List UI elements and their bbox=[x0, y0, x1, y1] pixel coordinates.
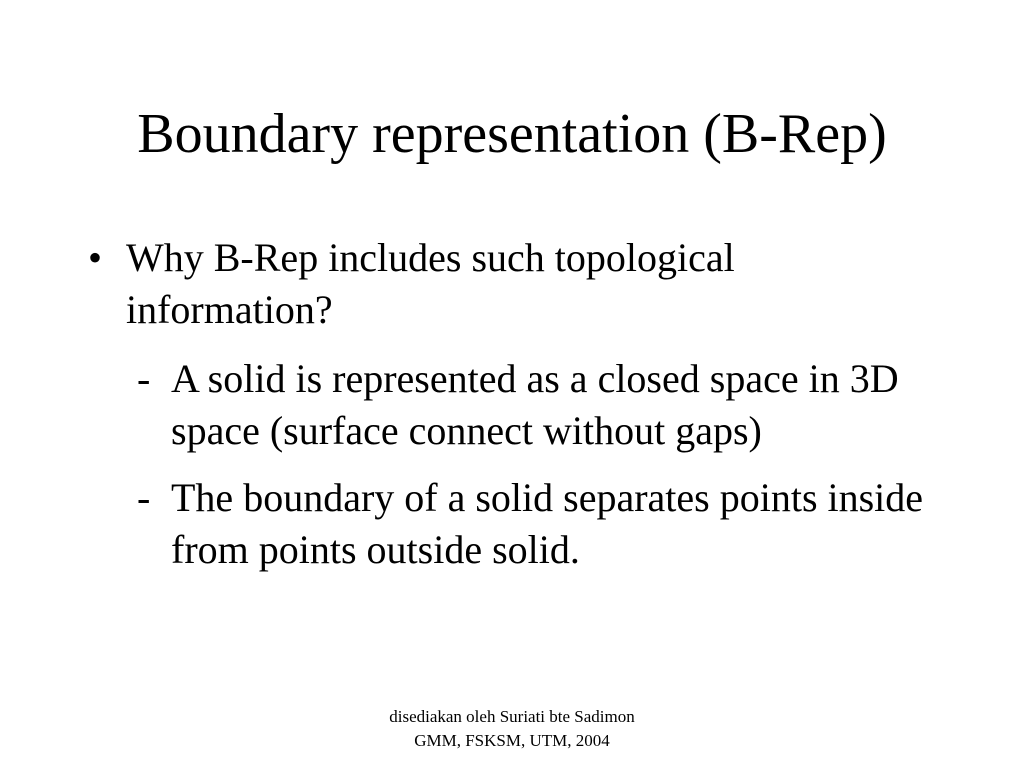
sub-bullet-marker: - bbox=[137, 475, 151, 520]
bullet-item bbox=[88, 232, 968, 336]
slide-title: Boundary representation (B-Rep) bbox=[137, 103, 887, 165]
sub-bullet-text: The boundary of a solid separates points inside from points outside solid. bbox=[171, 475, 924, 572]
sub-bullet-item bbox=[137, 472, 977, 576]
footer-affiliation: GMM, FSKSM, UTM, 2004 bbox=[414, 731, 610, 750]
sub-bullet-text: A solid is represented as a closed space in 3D space (surface connect without gaps) bbox=[171, 356, 899, 453]
footer-author: disediakan oleh Suriati bte Sadimon bbox=[389, 707, 635, 726]
sub-bullet-item bbox=[137, 353, 977, 457]
bullet-text: Why B-Rep includes such topological information? bbox=[126, 235, 735, 332]
bullet-marker: • bbox=[88, 235, 103, 280]
sub-bullet-marker: - bbox=[137, 356, 151, 401]
slide-footer bbox=[312, 705, 712, 753]
